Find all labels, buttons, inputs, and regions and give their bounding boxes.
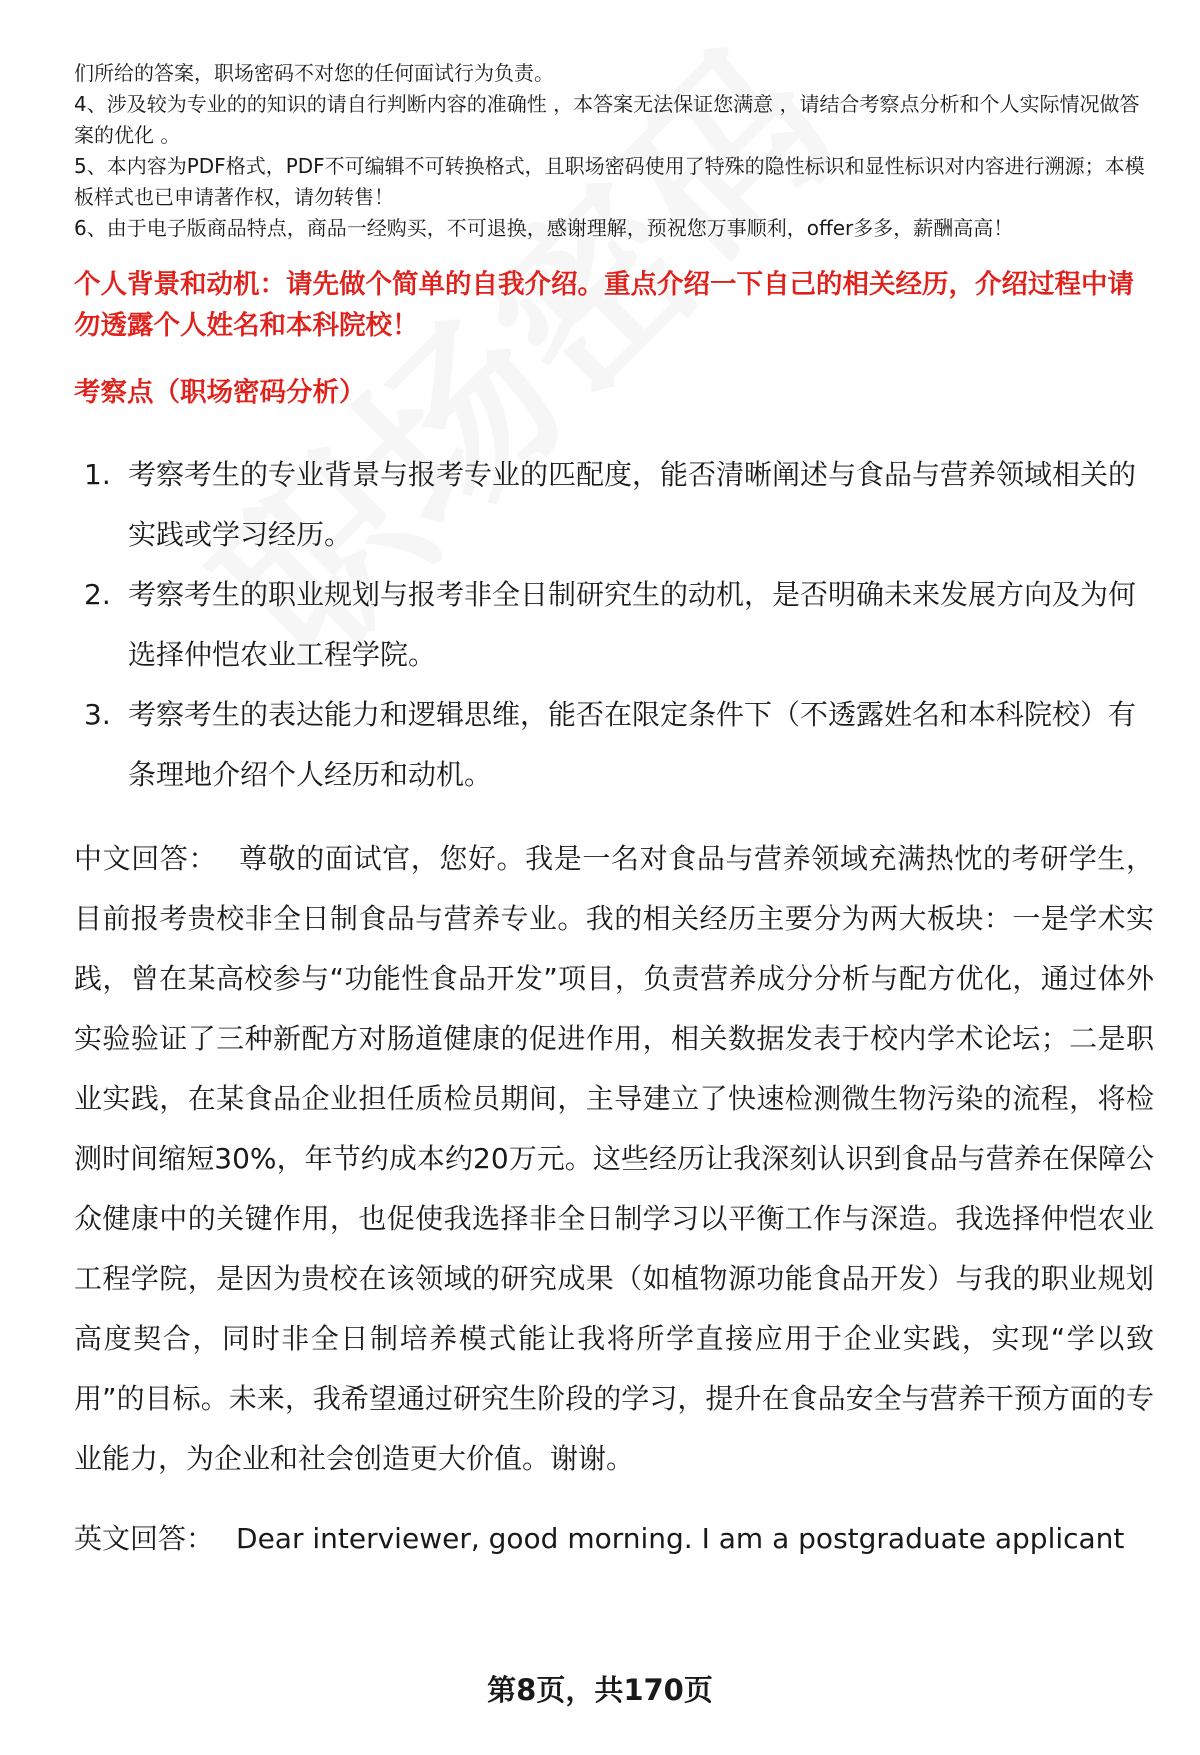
note-line: 6、由于电子版商品特点，商品一经购买，不可退换，感谢理解，预祝您万事顺利，offer多多，薪酬高高！ (74, 216, 1014, 240)
list-item (74, 685, 1154, 805)
note-line: 4、涉及较为专业的的知识的请自行判断内容的准确性 ，本答案无法保证您满意 ，请结合考察点分析和个人实际情况做答案的优化 。 (74, 92, 1140, 147)
answer-cn-text: 尊敬的面试官，您好。我是一名对食品与营养领域充满热忱的考研学生，目前报考贵校非全日制食品与营养专业。我的相关经历主要分为两大板块：一是学术实践，曾在某高校参与“功能性食品开发”项目，负责营养成分分析与配方优化，通过体外实验验证了三种新配方对肠道健康的促进作用，相关数据发表于校内学术论坛；二是职业实践，在某食品企业担任质检员期间，主导建立了快速检测微生物污染的流程，将检测时间缩短30%，年节约成本约20万元。这些经历让我深刻认识到食品与营养在保障公众健康中的关键作用，也促使我选择非全日制学习以平衡工作与深造。我选择仲恺农业工程学院，是因为贵校在该领域的研究成果（如植物源功能食品开发）与我的职业规划高度契合，同时非全日制培养模式能让我将所学直接应用于企业实践，实现“学以致用”的目标。未来，我希望通过研究生阶段的学习，提升在食品安全与营养干预方面的专业能力，为企业和社会创造更大价值。谢谢。 (74, 842, 1154, 1475)
answer-en (74, 1509, 1154, 1569)
list-number: 2. (84, 578, 111, 611)
list-item (74, 565, 1154, 685)
list-item (74, 445, 1154, 565)
document-page (74, 58, 1154, 1569)
list-number: 1. (84, 458, 111, 491)
answer-cn (74, 829, 1154, 1489)
note-line: 5、本内容为PDF格式，PDF不可编辑不可转换格式，且职场密码使用了特殊的隐性标识和显性标识对内容进行溯源；本模板样式也已申请著作权，请勿转售！ (74, 154, 1145, 209)
answer-en-text: Dear interviewer, good morning. I am a postgraduate applicant (236, 1522, 1125, 1555)
list-number: 3. (84, 698, 111, 731)
list-item-text: 考察考生的专业背景与报考专业的匹配度，能否清晰阐述与食品与营养领域相关的实践或学习经历。 (128, 458, 1137, 551)
list-item-text: 考察考生的表达能力和逻辑思维，能否在限定条件下（不透露姓名和本科院校）有条理地介绍个人经历和动机。 (128, 698, 1137, 791)
answer-en-label: 英文回答： (74, 1522, 215, 1555)
answer-cn-label: 中文回答： (74, 842, 218, 875)
kaocha-title: 考察点（职场密码分析） (74, 377, 366, 408)
list-item-text: 考察考生的职业规划与报考非全日制研究生的动机，是否明确未来发展方向及为何选择仲恺农业工程学院。 (128, 578, 1137, 671)
page-number: 第8页，共170页 (487, 1673, 713, 1707)
notes-block (74, 58, 1154, 244)
question-title: 个人背景和动机：请先做个简单的自我介绍。重点介绍一下自己的相关经历，介绍过程中请勿透露个人姓名和本科院校！ (74, 269, 1134, 341)
note-line: 们所给的答案，职场密码不对您的任何面试行为负责。 (74, 61, 554, 85)
kaocha-points (74, 445, 1154, 805)
